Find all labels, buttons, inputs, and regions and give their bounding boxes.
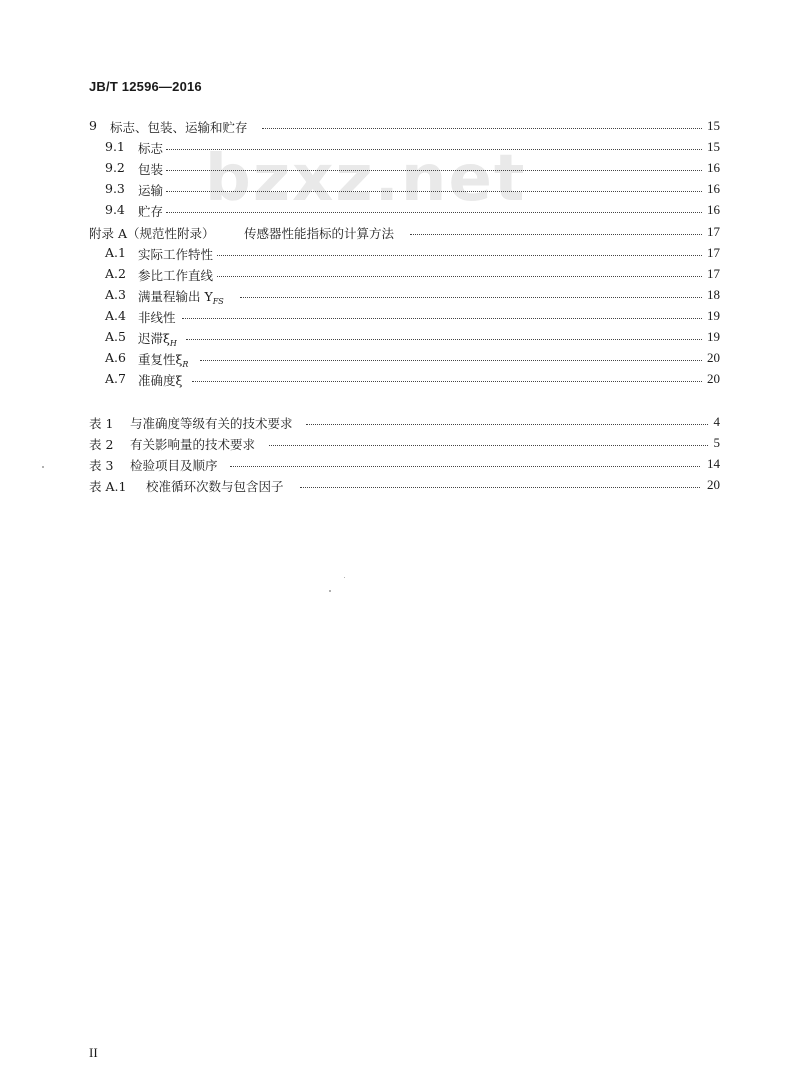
- toc-entry[interactable]: [0, 245, 800, 265]
- toc-entry-page: 17: [707, 245, 720, 260]
- scan-speck: [344, 577, 345, 578]
- scan-speck: [42, 466, 44, 468]
- toc-entry-page: 15: [707, 118, 720, 133]
- table-entry-page: 14: [707, 456, 720, 471]
- dot-leader: [410, 234, 702, 235]
- toc-entry-title: 非线性: [138, 310, 176, 325]
- dot-leader: [269, 445, 708, 446]
- dot-leader: [166, 212, 702, 213]
- toc-entry[interactable]: [0, 308, 800, 328]
- toc-entry-title: 标志: [138, 141, 164, 156]
- subscript: H: [169, 339, 177, 348]
- watermark: bzxz.net: [205, 142, 527, 216]
- toc-entry-page: 16: [707, 160, 720, 175]
- toc-entry-page: 19: [707, 308, 720, 323]
- page-number: II: [89, 1045, 98, 1060]
- table-entry-title: 有关影响量的技术要求: [130, 437, 256, 452]
- toc-entry-page: 15: [707, 139, 720, 154]
- toc-entry-title: 实际工作特性: [138, 247, 214, 262]
- dot-leader: [166, 170, 702, 171]
- toc-entry-number: A.2: [105, 266, 126, 281]
- table-entry-title: 检验项目及顺序: [130, 458, 218, 473]
- toc-entry[interactable]: [0, 181, 800, 201]
- toc-entry-number: A.6: [105, 350, 126, 365]
- dot-leader: [186, 339, 702, 340]
- table-entry-title: 校准循环次数与包含因子: [146, 479, 284, 494]
- toc-entry-number: A.7: [105, 371, 126, 386]
- dot-leader: [182, 318, 702, 319]
- dot-leader: [306, 424, 708, 425]
- toc-entry-page: 16: [707, 181, 720, 196]
- dot-leader: [230, 466, 700, 467]
- toc-entry-title-text: 满量程输出 Y: [138, 289, 213, 304]
- toc-entry-page: 17: [707, 224, 720, 239]
- toc-entry-title: 标志、包装、运输和贮存: [110, 120, 248, 135]
- toc-entry-title: [138, 287, 224, 306]
- table-entry[interactable]: [0, 435, 800, 455]
- toc-entry-title: 贮存: [138, 204, 164, 219]
- toc-entry-title: [138, 329, 177, 348]
- toc-entry-title: 传感器性能指标的计算方法: [244, 226, 395, 241]
- toc-entry-title: 运输: [138, 183, 164, 198]
- table-entry-number: 表 1: [89, 416, 114, 431]
- toc-entry-title-text: 迟滞ξ: [138, 331, 170, 346]
- toc-entry-page: 19: [707, 329, 720, 344]
- table-entry-page: 5: [713, 435, 720, 450]
- table-entry-number: 表 3: [89, 458, 114, 473]
- toc-entry-page: 17: [707, 266, 720, 281]
- toc-entry[interactable]: [0, 139, 800, 159]
- toc-entry-page: 16: [707, 202, 720, 217]
- toc-entry-number: 9.3: [105, 181, 125, 196]
- toc-entry-number: A.5: [105, 329, 126, 344]
- toc-entry-number: 9: [89, 118, 97, 133]
- document-code-header: JB/T 12596—2016: [89, 79, 202, 94]
- toc-entry-title-text: 重复性ξ: [138, 352, 183, 367]
- toc-entry-number: 附录 A（规范性附录）: [89, 226, 215, 241]
- toc-entry-number: A.1: [105, 245, 126, 260]
- table-entry[interactable]: [0, 477, 800, 497]
- toc-entry-page: 20: [707, 371, 720, 386]
- toc-entry[interactable]: [0, 160, 800, 180]
- subscript: FS: [212, 297, 224, 306]
- toc-entry-number: A.3: [105, 287, 126, 302]
- table-entry-number: 表 2: [89, 437, 114, 452]
- table-entry[interactable]: [0, 414, 800, 434]
- toc-entry-number: 9.1: [105, 139, 125, 154]
- dot-leader: [166, 191, 702, 192]
- table-entry-page: 4: [713, 414, 720, 429]
- dot-leader: [166, 149, 702, 150]
- toc-entry[interactable]: [0, 371, 800, 391]
- toc-entry[interactable]: [0, 202, 800, 222]
- toc-entry[interactable]: [0, 118, 800, 138]
- toc-entry-number: 9.4: [105, 202, 125, 217]
- toc-entry-title: 包装: [138, 162, 164, 177]
- dot-leader: [262, 128, 702, 129]
- table-entry-title: 与准确度等级有关的技术要求: [130, 416, 293, 431]
- toc-entry-title: 参比工作直线: [138, 268, 214, 283]
- toc-entry-number: 9.2: [105, 160, 125, 175]
- dot-leader: [217, 255, 702, 256]
- toc-entry-page: 18: [707, 287, 720, 302]
- toc-entry-number: A.4: [105, 308, 126, 323]
- toc-entry[interactable]: [0, 224, 800, 244]
- table-entry-page: 20: [707, 477, 720, 492]
- toc-entry-title: 准确度ξ: [138, 373, 183, 388]
- dot-leader: [200, 360, 702, 361]
- toc-entry-page: 20: [707, 350, 720, 365]
- dot-leader: [192, 381, 702, 382]
- dot-leader: [217, 276, 702, 277]
- toc-entry[interactable]: [0, 287, 800, 307]
- scan-speck: [329, 590, 331, 592]
- table-entry-number: 表 A.1: [89, 479, 127, 494]
- toc-entry-title: [138, 350, 188, 369]
- toc-entry[interactable]: [0, 329, 800, 349]
- toc-entry[interactable]: [0, 266, 800, 286]
- subscript: R: [182, 360, 189, 369]
- dot-leader: [300, 487, 700, 488]
- toc-entry[interactable]: [0, 350, 800, 370]
- dot-leader: [240, 297, 702, 298]
- table-entry[interactable]: [0, 456, 800, 476]
